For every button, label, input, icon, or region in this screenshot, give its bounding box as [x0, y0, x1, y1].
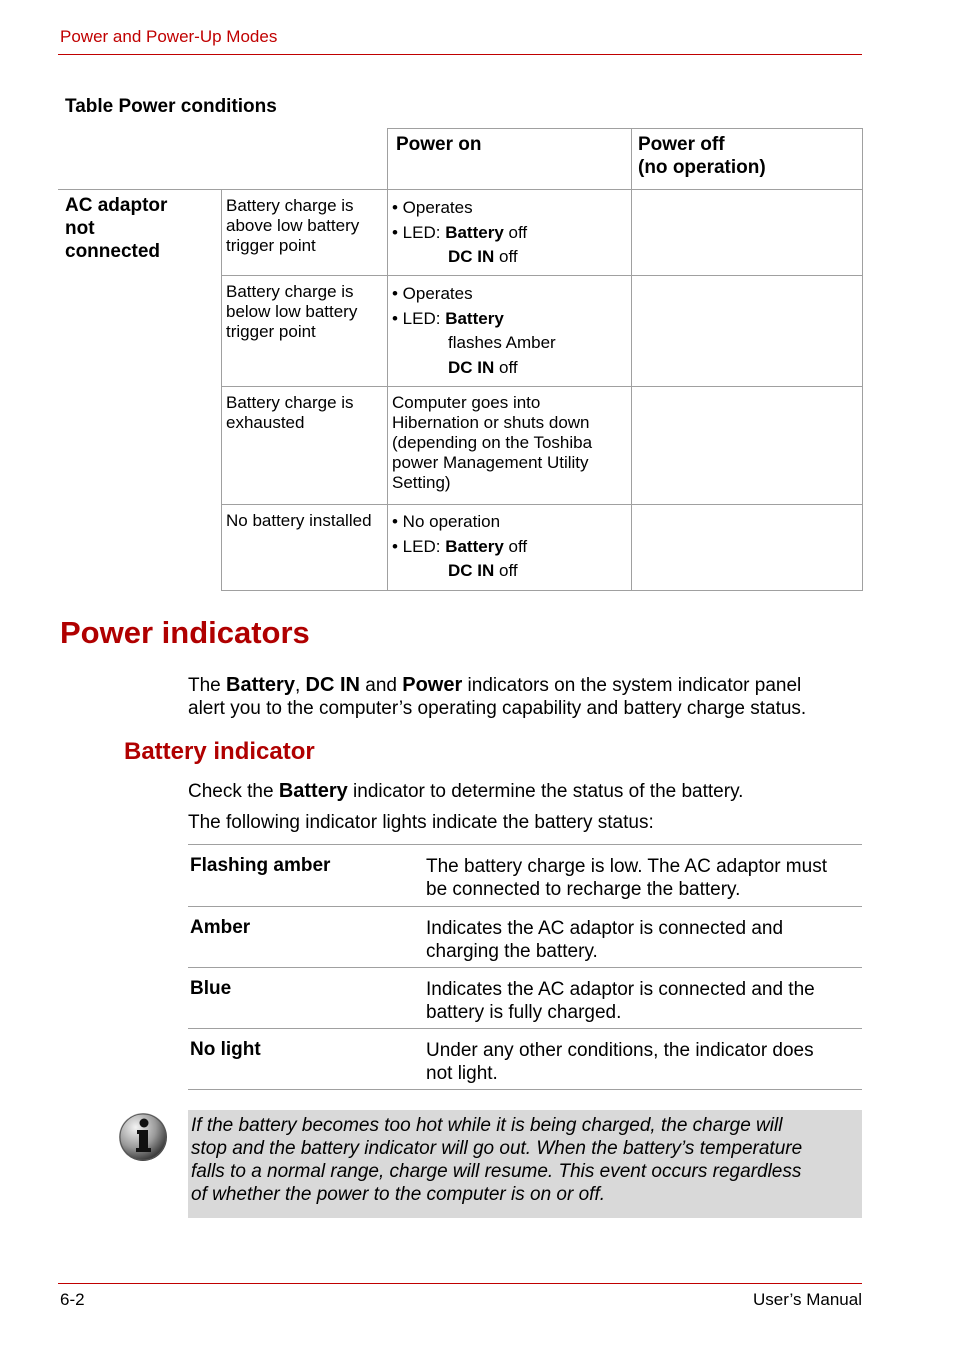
table-header-power-off: [631, 128, 863, 190]
section-title-power-indicators: Power indicators: [60, 615, 310, 650]
table-row-2-condition: Battery charge is below low battery trigger point: [221, 275, 388, 387]
table-row: [188, 1028, 862, 1090]
note-box: If the battery becomes too hot while it is being charged, the charge will stop and the battery indicator will go out. When the battery’s temperature falls to a normal range, charge will resume. This event occurs regardless of whether the power to the computer is on or off.: [188, 1110, 862, 1218]
info-icon: [118, 1112, 168, 1162]
header-power-off-label: Power off (no operation): [638, 134, 766, 178]
subsection-title-battery-indicator: Battery indicator: [124, 738, 315, 765]
table-row-2-power-off: [631, 275, 863, 387]
table-row-3-power-off: [631, 386, 863, 505]
table-row-1-power-on: • Operates • LED: Battery off DC IN off: [387, 189, 632, 276]
power-indicators-intro: The Battery, DC IN and Power indicators on the system indicator panel alert you to the computer’s operating capability and battery charge status.: [188, 674, 807, 719]
running-header: Power and Power-Up Modes: [60, 27, 278, 46]
indicator-state: Blue: [190, 978, 232, 999]
manual-title: User’s Manual: [753, 1290, 862, 1309]
table-row-3-condition: Battery charge is exhausted: [221, 386, 388, 505]
table-row: [188, 967, 862, 1028]
row-group-label: AC adaptor not connected: [65, 195, 168, 262]
footer-rule: [58, 1283, 862, 1284]
indicator-description: The battery charge is low. The AC adaptor must be connected to recharge the battery.: [426, 856, 827, 900]
table-row-1-condition: Battery charge is above low battery trigger point: [221, 189, 388, 276]
table-row: [188, 906, 862, 967]
header-rule: [58, 54, 862, 55]
table-row-3-power-on: Computer goes into Hibernation or shuts down (depending on the Toshiba power Management Utility Setting): [387, 386, 632, 505]
indicator-description: Indicates the AC adaptor is connected and charging the battery.: [426, 918, 784, 962]
table-row: [188, 844, 862, 906]
page-number: 6-2: [60, 1290, 85, 1309]
header-power-on-label: Power on: [396, 134, 482, 155]
battery-indicator-table: [188, 844, 862, 1090]
indicator-state: Amber: [190, 917, 251, 938]
indicator-state: Flashing amber: [190, 855, 331, 876]
table-row-4-power-on: • No operation • LED: Battery off DC IN off: [387, 504, 632, 591]
indicator-description: Under any other conditions, the indicator does not light.: [426, 1040, 814, 1084]
table-row-2-power-on: • Operates • LED: Battery flashes Amber DC IN off: [387, 275, 632, 387]
table-row-1-power-off: [631, 189, 863, 276]
indicator-description: Indicates the AC adaptor is connected and the battery is fully charged.: [426, 979, 815, 1023]
table-header-power-on: [387, 128, 632, 190]
table-row-4-condition: No battery installed: [221, 504, 388, 591]
table-caption: Table Power conditions: [65, 96, 277, 117]
battery-check-text: Check the Battery indicator to determine the status of the battery.: [188, 780, 744, 802]
battery-following-text: The following indicator lights indicate the battery status:: [188, 812, 654, 833]
indicator-state: No light: [190, 1039, 261, 1060]
group-top-rule: [58, 189, 222, 190]
table-row-4-power-off: [631, 504, 863, 591]
